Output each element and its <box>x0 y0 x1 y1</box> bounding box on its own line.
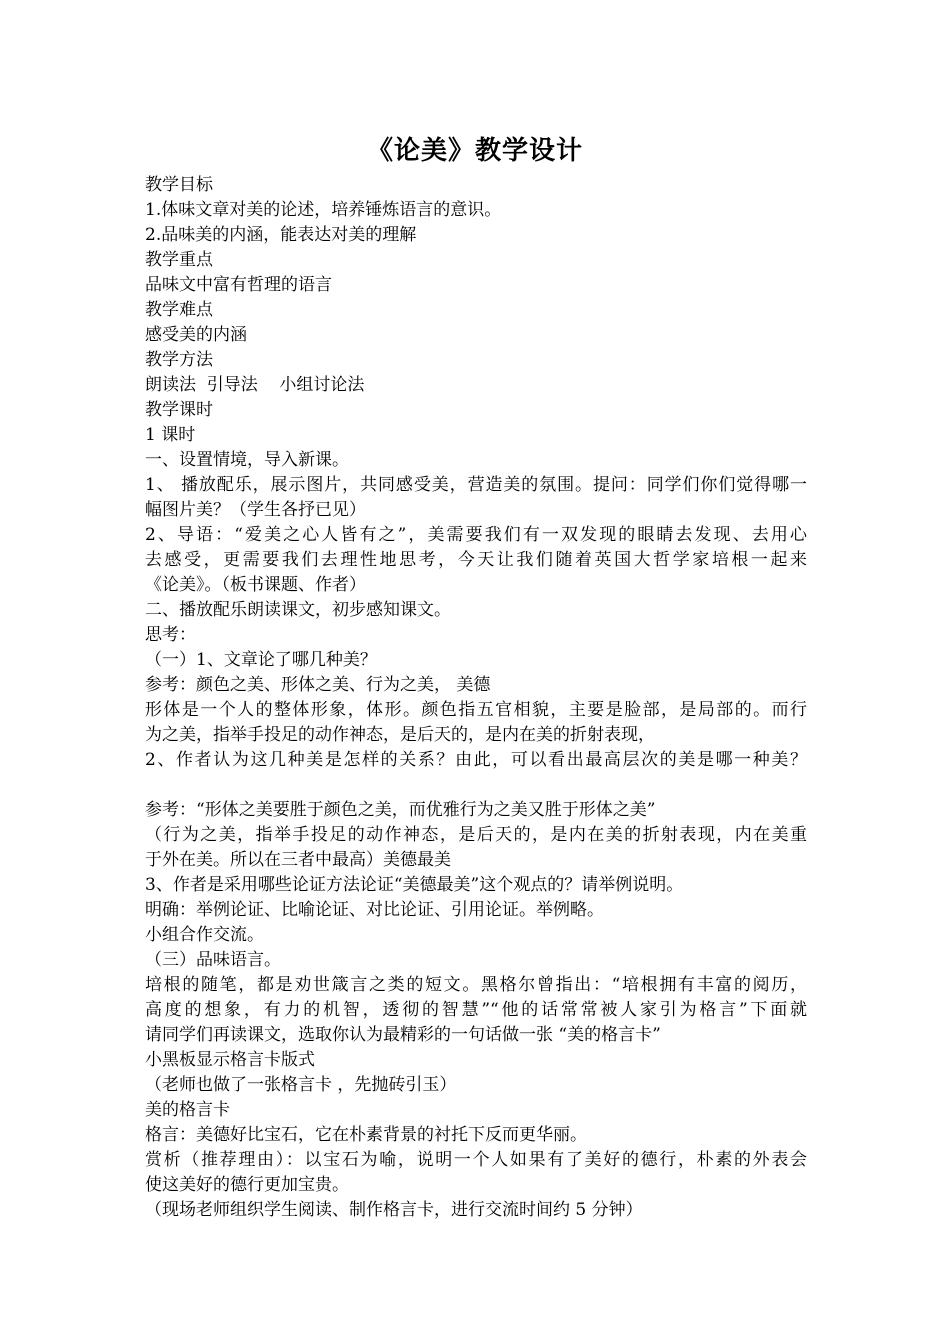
text-line: 培根的随笔，都是劝世箴言之类的短文。黑格尔曾指出：“培根拥有丰富的阅历， <box>145 975 807 995</box>
text-line: 教学目标 <box>145 175 213 195</box>
text-line: 一、设置情境，导入新课。 <box>145 450 349 470</box>
text-line: 教学难点 <box>145 300 213 320</box>
text-line: 高度的想象，有力的机智，透彻的智慧”“他的话常常被人家引为格言”下面就 <box>145 1000 807 1020</box>
text-line: 2、导语：“爱美之心人皆有之”，美需要我们有一双发现的眼睛去发现、去用心 <box>145 525 807 545</box>
text-line: 1.体味文章对美的论述，培养锤炼语言的意识。 <box>145 200 502 220</box>
text-line: 思考： <box>145 625 196 645</box>
text-line: （三）品味语言。 <box>145 950 281 970</box>
text-line: 于外在美。所以在三者中最高）美德最美 <box>145 850 451 870</box>
text-line: （老师也做了一张格言卡 ，先抛砖引玉） <box>145 1075 457 1095</box>
text-line: （现场老师组织学生阅读、制作格言卡，进行交流时间约 5 分钟） <box>145 1200 643 1220</box>
text-line: 朗读法 引导法 小组讨论法 <box>145 375 365 395</box>
text-line: 品味文中富有哲理的语言 <box>145 275 332 295</box>
text-line: 美的格言卡 <box>145 1100 230 1120</box>
text-line: 教学课时 <box>145 400 213 420</box>
text-line: 1、 播放配乐，展示图片，共同感受美，营造美的氛围。提问：同学们你们觉得哪一 <box>145 475 807 495</box>
document-title: 《论美》教学设计 <box>366 136 583 166</box>
text-line: 《论美》。（板书课题、作者） <box>145 575 366 595</box>
text-line: 小黑板显示格言卡版式 <box>145 1050 315 1070</box>
document-body <box>145 173 825 1223</box>
text-line: 3、作者是采用哪些论证方法论证“美德最美”这个观点的？请举例说明。 <box>145 875 684 895</box>
text-line: 去感受，更需要我们去理性地思考，今天让我们随着英国大哲学家培根一起来 <box>145 550 807 570</box>
text-line: 赏析（推荐理由）：以宝石为喻，说明一个人如果有了美好的德行，朴素的外表会 <box>145 1150 807 1170</box>
text-line: 小组合作交流。 <box>145 925 264 945</box>
text-line: 1 课时 <box>145 425 196 445</box>
text-line: 二、播放配乐朗读课文，初步感知课文。 <box>145 600 451 620</box>
text-line: 幅图片美？（学生各抒已见） <box>145 500 366 520</box>
text-line: （行为之美，指举手投足的动作神态，是后天的，是内在美的折射表现，内在美重 <box>145 825 807 845</box>
text-line: 感受美的内涵 <box>145 325 247 345</box>
text-line: 形体是一个人的整体形象，体形。颜色指五官相貌，主要是脸部，是局部的。而行 <box>145 700 807 720</box>
blank-line <box>145 773 825 798</box>
text-line: 格言：美德好比宝石，它在朴素背景的衬托下反而更华丽。 <box>145 1125 587 1145</box>
text-line: 明确：举例论证、比喻论证、对比论证、引用论证。举例略。 <box>145 900 604 920</box>
text-line: 参考：颜色之美、形体之美、行为之美， 美德 <box>145 675 491 695</box>
text-line: 为之美，指举手投足的动作神态，是后天的，是内在美的折射表现， <box>145 725 655 745</box>
text-line: 教学方法 <box>145 350 213 370</box>
text-line: 参考：“形体之美要胜于颜色之美，而优雅行为之美又胜于形体之美” <box>145 800 656 820</box>
text-line: 2、作者认为这几种美是怎样的关系？由此，可以看出最高层次的美是哪一种美？ <box>145 750 807 770</box>
text-line: 教学重点 <box>145 250 213 270</box>
text-line: 2.品味美的内涵，能表达对美的理解 <box>145 225 417 245</box>
text-line: 请同学们再读课文，选取你认为最精彩的一句话做一张 “美的格言卡” <box>145 1025 661 1045</box>
text-line: 使这美好的德行更加宝贵。 <box>145 1175 349 1195</box>
text-line: （一）1、文章论了哪几种美？ <box>145 650 377 670</box>
